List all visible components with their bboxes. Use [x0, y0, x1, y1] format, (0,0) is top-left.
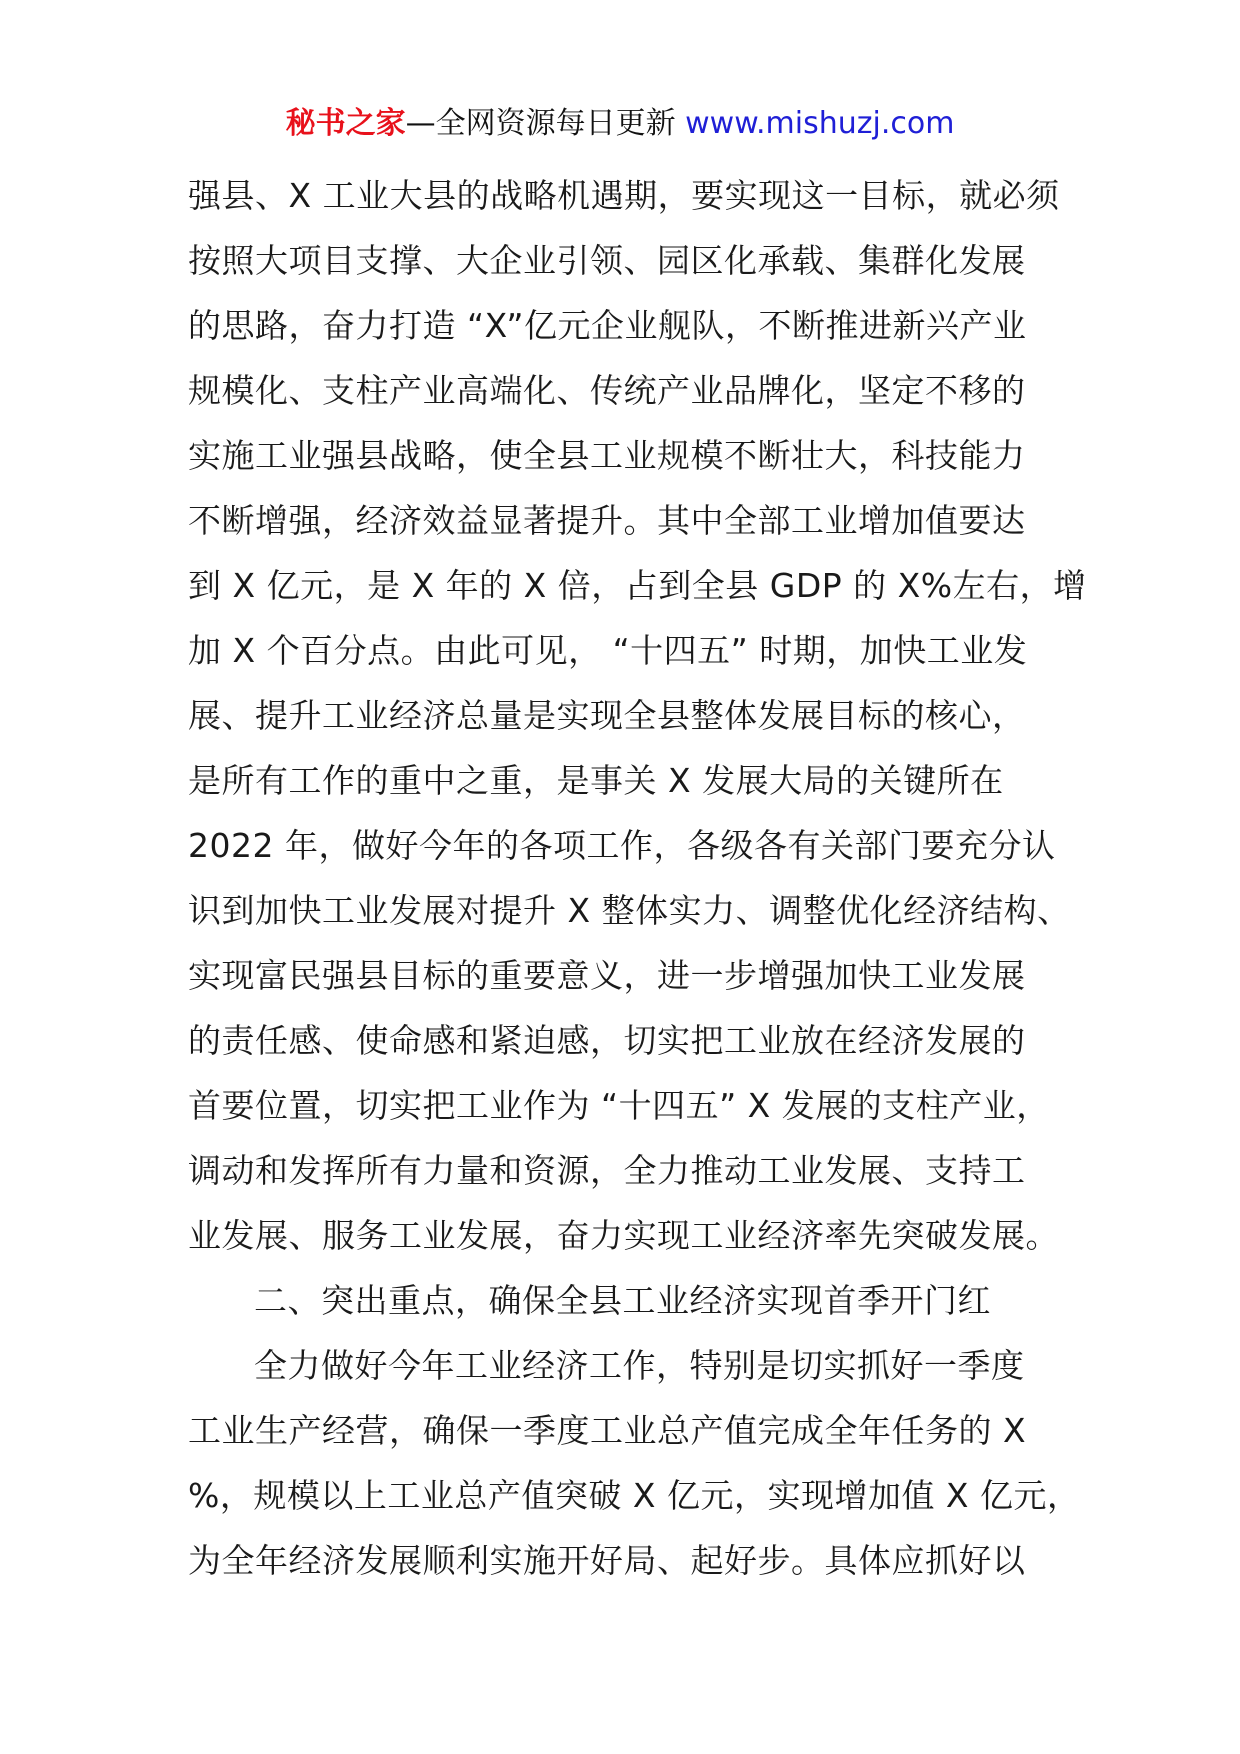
text-line: 工业生产经营，确保一季度工业总产值完成全年任务的 X [188, 1411, 1027, 1450]
text-line: 实现富民强县目标的重要意义，进一步增强加快工业发展 [188, 956, 1026, 995]
text-line: 展、提升工业经济总量是实现全县整体发展目标的核心， [188, 696, 1026, 735]
text-line: 的思路，奋力打造 “X”亿元企业舰队，不断推进新兴产业 [188, 306, 1027, 345]
website-url: www.mishuzj.com [685, 106, 955, 141]
text-line: 是所有工作的重中之重，是事关 X 发展大局的关键所在 [188, 761, 1004, 800]
text-line: %，规模以上工业总产值突破 X 亿元，实现增加值 X 亿元， [188, 1476, 1081, 1515]
header-slogan: —全网资源每日更新 [405, 106, 676, 141]
text-line: 按照大项目支撑、大企业引领、园区化承载、集群化发展 [188, 241, 1026, 280]
document-body [188, 163, 1108, 1593]
text-line: 业发展、服务工业发展，奋力实现工业经济率先突破发展。 [188, 1216, 1059, 1255]
text-line: 实施工业强县战略，使全县工业规模不断壮大，科技能力 [188, 436, 1026, 475]
text-line: 识到加快工业发展对提升 X 整体实力、调整优化经济结构、 [188, 891, 1071, 930]
text-line: 到 X 亿元，是 X 年的 X 倍，占到全县 GDP 的 X%左右，增 [188, 566, 1087, 605]
section-heading: 二、突出重点，确保全县工业经济实现首季开门红 [254, 1281, 991, 1320]
text-line: 首要位置，切实把工业作为 “十四五” X 发展的支柱产业， [188, 1086, 1050, 1125]
text-line: 调动和发挥所有力量和资源，全力推动工业发展、支持工 [188, 1151, 1026, 1190]
text-line: 不断增强，经济效益显著提升。其中全部工业增加值要达 [188, 501, 1026, 540]
text-line: 规模化、支柱产业高端化、传统产业品牌化，坚定不移的 [188, 371, 1026, 410]
text-line: 2022 年，做好今年的各项工作，各级各有关部门要充分认 [188, 826, 1056, 865]
text-line: 强县、X 工业大县的战略机遇期，要实现这一目标，就必须 [188, 176, 1060, 215]
watermark-header [0, 104, 1240, 144]
brand-name: 秘书之家 [285, 106, 406, 141]
text-line: 加 X 个百分点。由此可见， “十四五” 时期，加快工业发 [188, 631, 1028, 670]
paragraph-first-line: 全力做好今年工业经济工作，特别是切实抓好一季度 [254, 1346, 1025, 1385]
text-line: 的责任感、使命感和紧迫感，切实把工业放在经济发展的 [188, 1021, 1026, 1060]
text-line: 为全年经济发展顺利实施开好局、起好步。具体应抓好以 [188, 1541, 1026, 1580]
